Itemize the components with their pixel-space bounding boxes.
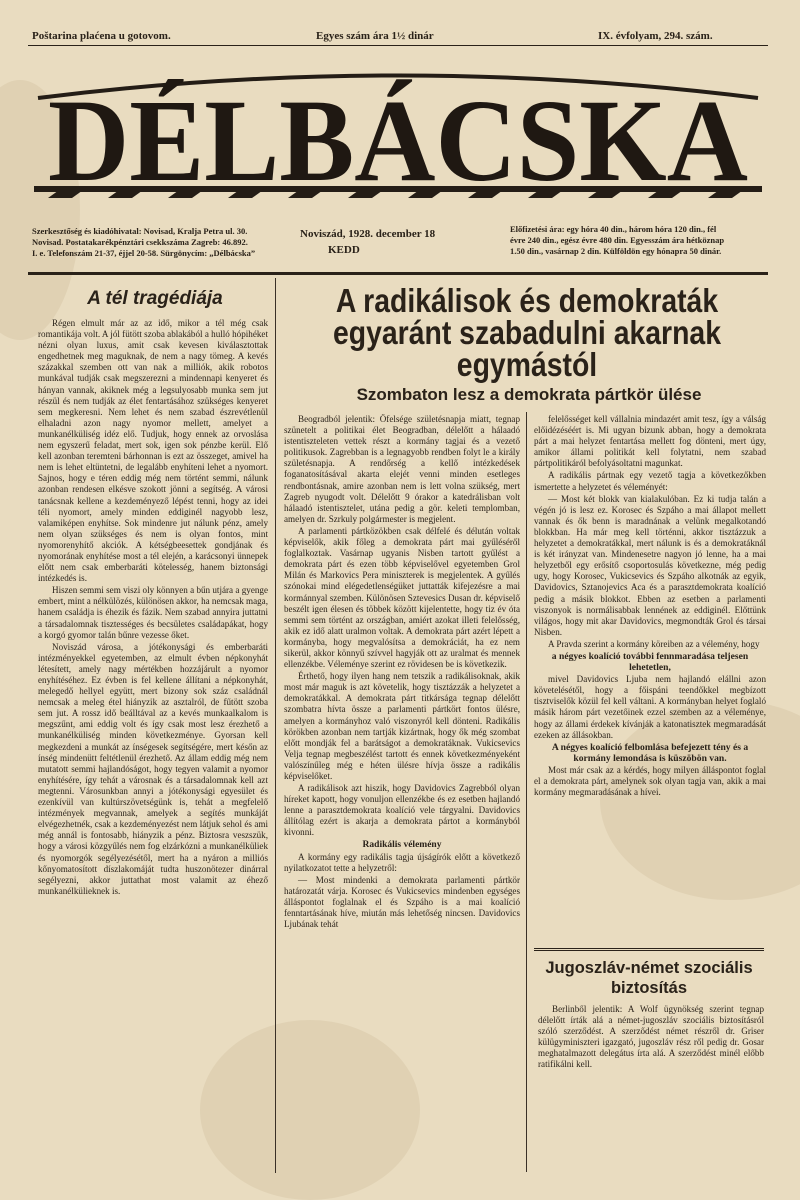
left-article-body (38, 318, 268, 1166)
subscription-info: Előfizetési ára: egy hóra 40 din., három hóra 120 din., fél évre 240 din., egész évre 480 din. Egyesszám ára hétköznap 1.50 din., vasárnap 2 din. Külföldön egy hónapra 50 dinár. (510, 224, 725, 256)
paragraph: — Most két blokk van kialakulóban. Ez ki tudja talán a végén jó is lesz ez. Korosec és Szpáho a mai állapot mellett vannak és ők benn is maradnának a velünk megalkotandó blokkban. Ha már meg kell történni, akkor tisztázzuk a helyzetet a demokratákkal, mert nálunk is és a demokratáknál is két irányzat van. Mindenesetre nagyon jó lenne, ha a mai helyzetből egy erősítő csoportosulás következne, még pedig ugy, hogy Korosec, Vukicsevics és Szpáho alkotnák az egyik, Davidovics, Sztanojevics Aca és a parasztdemokrata koalíció pedig a másik blokkot. Ebben az esetben a parlamenti viszonyok is normálisabbak lennének az eddiginél. Előttünk világos, hogy mit akar Davidovics, megmondták Grol és társai Nisben. (534, 493, 766, 637)
highlight-text: A négyes koalíció felbomlása befejezett tény és a kormány lemondása is küszöbön van. (551, 741, 749, 764)
section-subhead: Radikális vélemény (362, 839, 442, 850)
main-article-column-1 (284, 414, 520, 1166)
issue-date: Noviszád, 1928. december 18 (300, 228, 436, 240)
paragraph: A Pravda szerint a kormány köreiben az a vélemény, hogy (548, 638, 760, 649)
main-article-column-2 (534, 414, 766, 942)
boxed-article-body (538, 1004, 764, 1166)
boxed-article-title: Jugoszláv-német szociális biztosítás (545, 959, 753, 997)
column-divider (526, 412, 527, 1172)
volume-number: IX. évfolyam, 294. szám. (598, 30, 713, 42)
paragraph: Berlinből jelentik: A Wolf ügynökség szerint tegnap délelőtt írták alá a német-jugoszláv szociális biztosításról szóló szerződést. A szerződést német részről dr. Griser külügyminiszteri igazgató, jugoszláv rész ről pedig dr. Gosar meghatalmazott delegátus írta alá. A szerződést minél előbb ratifikálni kell. (538, 1004, 764, 1070)
main-subheadline: Szombaton lesz a demokrata pártkör ülése (356, 385, 702, 404)
masthead-title (28, 58, 768, 203)
paragraph: A radikális pártnak egy vezető tagja a következőkben ismertette a helyzetet és véleményét: (534, 470, 766, 492)
paragraph: Hiszen semmi sem viszi oly könnyen a bűn utjára a gyenge embert, mint a nélkülözés, különösen akkor, ha nemcsak maga, hanem családja is éhezik és fázik. Nem szabad annyira juttatni a társadalomnak tisztességes és becsületes családapákat, hogy a korgó gyomor talán bűnre vezesse őket. (38, 585, 268, 640)
main-headline: A radikálisok és demokraták egyaránt szabadulni akarnak egymástól (332, 282, 722, 383)
paragraph: A kormány egy radikális tagja újságírók előtt a következő nyilatkozatot tette a helyzetről: (284, 851, 520, 873)
masthead-bottom-rule (28, 272, 768, 275)
paragraph: A parlamenti pártközökben csak délfelé és délután voltak képviselők, akik főleg a demokrata párt mai gyűléséről foglalkoztak. Vasárnap ugyanis Nisben tartott gyűlést a demokrata párt és ezen több képviselővel egyetemben Grol Milán és Markovics Pera miniszterek is megjelentek. A gyűlés szónokai mind elégedetlenségüket juttatták kifejezésre a mai kormánnyal szemben. Különösen Sztevesics Dusan dr. képviselő beszélt igen élesen és többek között kijelentette, hogy tiz év óta semmi sem történt az országban, amiért azokat illeti felelősség, akik ez idő alatt uralmon voltak. A demokrata párt azért lépett a kormányba, hogy megvalósítsa a demokráciát, ha ez nem sikerül, akkor könnyű szívvel hagyják ott az uralmat és mennek ellenzékbe. Véleménye szerint ez rövidesen be is következik. (284, 525, 520, 670)
paragraph: Régen elmult már az az idő, mikor a tél még csak romantikája volt. A jól fütött szoba ablakából a hulló hópihéket nézni olyan luxus, amit csak kevesen kiválasztottak engedhetnek meg maguknak, de nem a nagy tömeg. A kevés százakkal szemben ott van nak a milliók, akik robotos munkával tudják csak megszerezni a mindennapi kenyeret és hányan vannak, akiknek még a legsulyosabb munka sem jut részül és nem tudják az élet fentartásához szükséges kenyeret sem megkeresni. Nem lehet és nem szabad észrevétlenül elhaladni azon nagy nyomor mellett, amelyet a munkanélküliség idéz elő. Tudjuk, hogy ennek az orvoslása nem egyszerű feladat, mert sok, igen sok pénzbe kerül. Elő kell azonban teremteni bárhonnan is ezt az összeget, amivel ha nem is lehet eltüntetni, de legalább enyhíteni lehet a nyomort. Sajnos, hogy e téren eddig még nem történt semmi, nálunk azonban rendesen elkésve szokott jönni a segítség. A városi tanácsnak kellene a kezdeményező lépést tenni, hogy az idei téli nyomort, amely minden eddiginél nagyobb lesz, valamiképen enyhítse. Sok mindenre jut nálunk pénz, amely nem olyan szükséges és nem is olyan fontos, mint nyomorenyhítő akciók. A kétségbeesettek gondjának és nyomorának enyhítése most a tél elején, a karácsonyi ünnepek előtt nem csak emberbaráti kötelesség, hanem biztonsági intézkedés is. (38, 318, 268, 584)
masthead-text: DÉLBÁCSKA (48, 75, 748, 203)
paragraph: Beogradból jelentik: Őfelsége születésnapja miatt, tegnap szünetelt a politikai élet Beogradban, délelőtt a hálaadó istentiszteleten vettek részt a kormány tagjai és a vezető politikusok. Zagrebban is a legnagyobb rendben folyt le a király születésnapja. A rendőrség a kellő intézkedések foganatosításával akarta elejét venni minden esetleges rendbontásnak, amire azonban nem is lett volna szükség, mert Zagreb nyugodt volt. Délelőtt 9 órakor a katedrálisban volt hálaadó istentisztelet, utána pedig a gör. keleti templomban, amelyen dr. Szrkuly polgármester is megjelent. (284, 414, 520, 524)
paragraph: felelősséget kell vállalnia mindazért amit tesz, így a válság előidézéséért is. Mi ugyan bizunk abban, hogy a demokrata párt a mai helyzet fentartása mellett fog dönteni, mert úgy, amikor állami politikát kell folytatni, nem szabad pártpolitikáról befolyásoltatni magunkat. (534, 414, 766, 469)
issue-day: KEDD (328, 244, 360, 256)
paragraph: Most már csak az a kérdés, hogy milyen álláspontot foglal el a demokrata párt, amelynek sok olyan tagja van, akik a mai kormány megmaradásának a hívei. (534, 764, 766, 798)
top-rule (28, 45, 768, 46)
paragraph: mivel Davidovics Ljuba nem hajlandó elállni azon követelésétől, hogy a főispáni teendőkkel megbízott tisztviselők közül fel kell váltani. A kormányban helyet foglaló másik három párt vezetőinek ezzel szemben az a véleménye, hogy az állami érdekek kívánják a katonatisztek megmaradását ezeken az állásokban. (534, 674, 766, 740)
column-divider (275, 278, 276, 1173)
paragraph: A radikálisok azt hiszik, hogy Davidovics Zagrebból olyan híreket kapott, hogy vonuljon ellenzékbe és ez esetben hajlandó lenne a parasztdemokrata koalíció vele tárgyalni. Davidovics állítólag ezért is akarja a demokrata pártot a kormányból kivonni. (284, 783, 520, 838)
highlight-text: a négyes koalíció további fennmaradása teljesen lehetetlen, (551, 650, 749, 674)
postage-note: Poštarina plaćena u gotovom. (32, 30, 171, 42)
issue-price: Egyes szám ára 1½ dinár (316, 30, 434, 42)
paragraph: Érthető, hogy ilyen hang nem tetszik a radikálisoknak, akik most már maguk is azt követelik, hogy tisztázzák a helyzetet a demokratákkal. A demokrata párt titkársága tegnap délelőtt szombatra hívta össze a parlamenti pártkört fontos ülésre, amelyen a kormányhoz való viszonyról kell dönteni. Radikális körökben azonban nem tartják kizártnak, hogy ők még szombat előtt mondják fel a barátságot a demokratáknak. Vukicsevics Velja tegnap megbeszélést tartott és ennek következményeként valószínűleg még e héten ülésre hívja össze a radikális képviselőket. (284, 671, 520, 781)
paragraph: Noviszád városa, a jótékonysági és emberbaráti intézményekkel egyetemben, az elmult évben népkonyhát létesített, amely nagy mértékben hozzájárult a nyomor enyhítéséhez. Ez évben is fel kellene állítani a népkonyhát, melegedő hellyel együtt, mert bizony sok száz családnál nemcsak a meleg étel hiányzik az asztalról, de fűtött szoba sem jut. A rossz idő beálltával az a kevés munkaalkalom is megszűnt, ami eddig volt és így csak most lesz érezhető a munkanélküliség minden következménye. Gyorsan kell megkezdeni a munkát az ínségesek segítségére, mert későn az ínség mindenütt feltétlenül érezhető. Az állam eddig még nem mutatott semmi hajlandóságot, hogy tegyen valamit a nyomor enyhítésére, így tehát a városnak és a társadalomnak kell azt megtenni. Városunkban annyi a jótékonysági egyesület és ezenkívül van kultúrszövetségünk is, tehát a megfelelő intézmények megvannak, amelyek a segítés munkáját elvégezhetnék, csak a kezdeményezést nem látjuk sehol és ami még annál is fontosabb, hiányzik a pénz. Biztosra veszszük, hogy a városi közgyűlés nem fog elzárkózni a munkanélküliek és nyomorgók segélyezésétől, mert ha a nyáron a milliós kőnyomatosított díszlakomáját tudta huszonötezer dinárral segélyezni, akkor juttathat most valamit az éhező munkanélkülieknek is. (38, 641, 268, 896)
editorial-info: Szerkesztőség és kiadóhivatal: Novisad, Kralja Petra ul. 30. Novisad. Postatakarékpénztári csekkszáma Zagreb: 46.892. I. e. Telefonszám 21-37, éjjel 20-58. Sürgönycím: „Délbácska” (32, 226, 256, 258)
left-article-title: A tél tragédiája (87, 288, 223, 309)
paragraph: — Most mindenki a demokrata parlamenti pártkör határozatát várja. Korosec és Vukicsevics mindenben egységes álláspontot foglalnak el és Szpáho is a mai koalíció fenntartásának híve, miután más lehetőség nincsen. Davidovics Ljubának tehát (284, 874, 520, 930)
